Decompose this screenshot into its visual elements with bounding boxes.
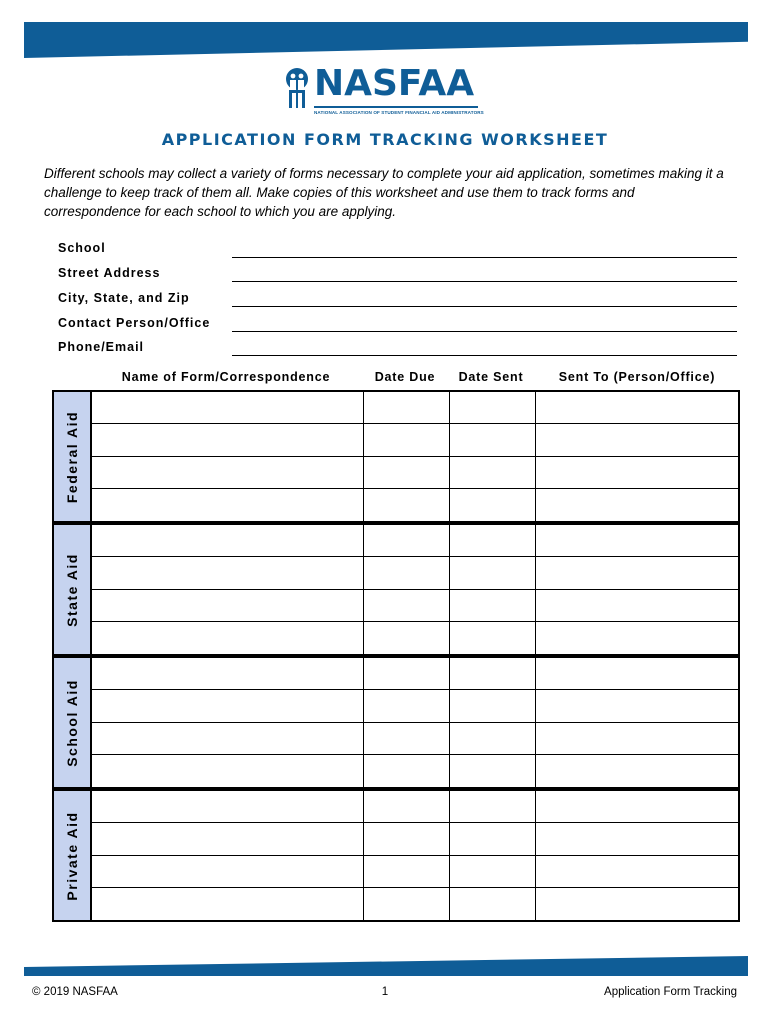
field-label-contact: Contact Person/Office	[58, 316, 211, 330]
section-tab	[54, 791, 92, 920]
logo-tagline: NATIONAL ASSOCIATION OF STUDENT FINANCIAL AID ADMINISTRATORS	[314, 110, 484, 115]
section-label: Federal Aid	[64, 410, 80, 503]
table-cell[interactable]	[364, 823, 450, 855]
table-cell[interactable]	[92, 888, 364, 920]
table-cell[interactable]	[92, 791, 364, 823]
table-cell[interactable]	[536, 424, 738, 456]
page-title: APPLICATION FORM TRACKING WORKSHEET	[161, 130, 609, 149]
table-cell[interactable]	[364, 622, 450, 654]
table-cell[interactable]	[92, 690, 364, 722]
table-cell[interactable]	[92, 823, 364, 855]
table-cell[interactable]	[450, 888, 536, 920]
table-cell[interactable]	[92, 457, 364, 489]
table-cell[interactable]	[92, 424, 364, 456]
table-cell[interactable]	[364, 392, 450, 424]
table-cell[interactable]	[364, 690, 450, 722]
section-label: School Aid	[64, 678, 80, 767]
table-cell[interactable]	[536, 622, 738, 654]
section-tab	[54, 525, 92, 654]
table-cell[interactable]	[364, 525, 450, 557]
field-line-contact[interactable]	[232, 331, 737, 332]
table-cell[interactable]	[364, 723, 450, 755]
intro-paragraph: Different schools may collect a variety of forms necessary to complete your aid application, sometimes making it a challenge to keep track of them all. Make copies of this worksheet and use them to track forms and correspondence for each school to which you are applying.	[44, 166, 724, 219]
table-cell[interactable]	[364, 457, 450, 489]
table-cell[interactable]	[450, 525, 536, 557]
field-line-school[interactable]	[232, 257, 737, 258]
footer-doc-name: Application Form Tracking	[604, 986, 737, 998]
table-cell[interactable]	[536, 457, 738, 489]
table-cell[interactable]	[450, 622, 536, 654]
table-cell[interactable]	[450, 823, 536, 855]
column-header-date-due: Date Due	[374, 370, 436, 384]
table-cell[interactable]	[92, 489, 364, 521]
logo-rule	[314, 106, 478, 108]
table-cell[interactable]	[450, 424, 536, 456]
table-cell[interactable]	[92, 392, 364, 424]
column-header-form-name: Name of Form/Correspondence	[121, 370, 331, 384]
table-cell[interactable]	[536, 392, 738, 424]
field-label-phone: Phone/Email	[58, 340, 145, 354]
table-cell[interactable]	[364, 856, 450, 888]
table-cell[interactable]	[364, 755, 450, 787]
table-cell[interactable]	[536, 525, 738, 557]
field-line-phone[interactable]	[232, 355, 737, 356]
table-cell[interactable]	[450, 457, 536, 489]
table-cell[interactable]	[536, 590, 738, 622]
table-cell[interactable]	[364, 424, 450, 456]
table-cell[interactable]	[364, 791, 450, 823]
header-band	[24, 22, 748, 58]
table-cell[interactable]	[450, 658, 536, 690]
people-logo-icon	[284, 68, 310, 108]
table-cell[interactable]	[450, 690, 536, 722]
table-cell[interactable]	[92, 856, 364, 888]
logo-wordmark: NASFAA	[314, 63, 475, 104]
section-private-aid	[52, 789, 740, 922]
table-cell[interactable]	[364, 658, 450, 690]
table-cell[interactable]	[450, 392, 536, 424]
field-line-city[interactable]	[232, 306, 737, 307]
footer-page-number: 1	[381, 986, 389, 998]
table-cell[interactable]	[536, 755, 738, 787]
section-federal-aid	[52, 390, 740, 523]
tracking-table	[52, 390, 740, 923]
section-state-aid	[52, 523, 740, 656]
table-cell[interactable]	[450, 489, 536, 521]
table-cell[interactable]	[536, 658, 738, 690]
table-cell[interactable]	[450, 557, 536, 589]
table-cell[interactable]	[536, 489, 738, 521]
field-line-street[interactable]	[232, 281, 737, 282]
table-cell[interactable]	[364, 557, 450, 589]
section-tab	[54, 658, 92, 787]
section-school-aid	[52, 656, 740, 789]
table-cell[interactable]	[92, 658, 364, 690]
table-cell[interactable]	[364, 888, 450, 920]
table-cell[interactable]	[536, 823, 738, 855]
table-cell[interactable]	[92, 723, 364, 755]
table-cell[interactable]	[536, 791, 738, 823]
table-cell[interactable]	[536, 557, 738, 589]
table-cell[interactable]	[364, 590, 450, 622]
table-cell[interactable]	[536, 888, 738, 920]
column-header-date-sent: Date Sent	[458, 370, 524, 384]
footer-copyright: © 2019 NASFAA	[32, 986, 118, 998]
table-cell[interactable]	[364, 489, 450, 521]
section-label: Private Aid	[64, 810, 80, 901]
table-cell[interactable]	[450, 723, 536, 755]
table-cell[interactable]	[450, 755, 536, 787]
table-cell[interactable]	[92, 590, 364, 622]
field-label-school: School	[58, 241, 106, 255]
field-label-street: Street Address	[58, 266, 161, 280]
section-label: State Aid	[64, 552, 80, 627]
table-cell[interactable]	[536, 856, 738, 888]
table-cell[interactable]	[450, 856, 536, 888]
table-cell[interactable]	[450, 791, 536, 823]
table-cell[interactable]	[536, 723, 738, 755]
section-tab	[54, 392, 92, 521]
table-cell[interactable]	[92, 622, 364, 654]
footer-band	[24, 956, 748, 976]
table-cell[interactable]	[536, 690, 738, 722]
column-header-sent-to: Sent To (Person/Office)	[558, 370, 716, 384]
table-cell[interactable]	[92, 557, 364, 589]
table-cell[interactable]	[92, 755, 364, 787]
nasfaa-logo	[284, 63, 484, 120]
field-label-city: City, State, and Zip	[58, 291, 190, 305]
table-cell[interactable]	[92, 525, 364, 557]
table-cell[interactable]	[450, 590, 536, 622]
